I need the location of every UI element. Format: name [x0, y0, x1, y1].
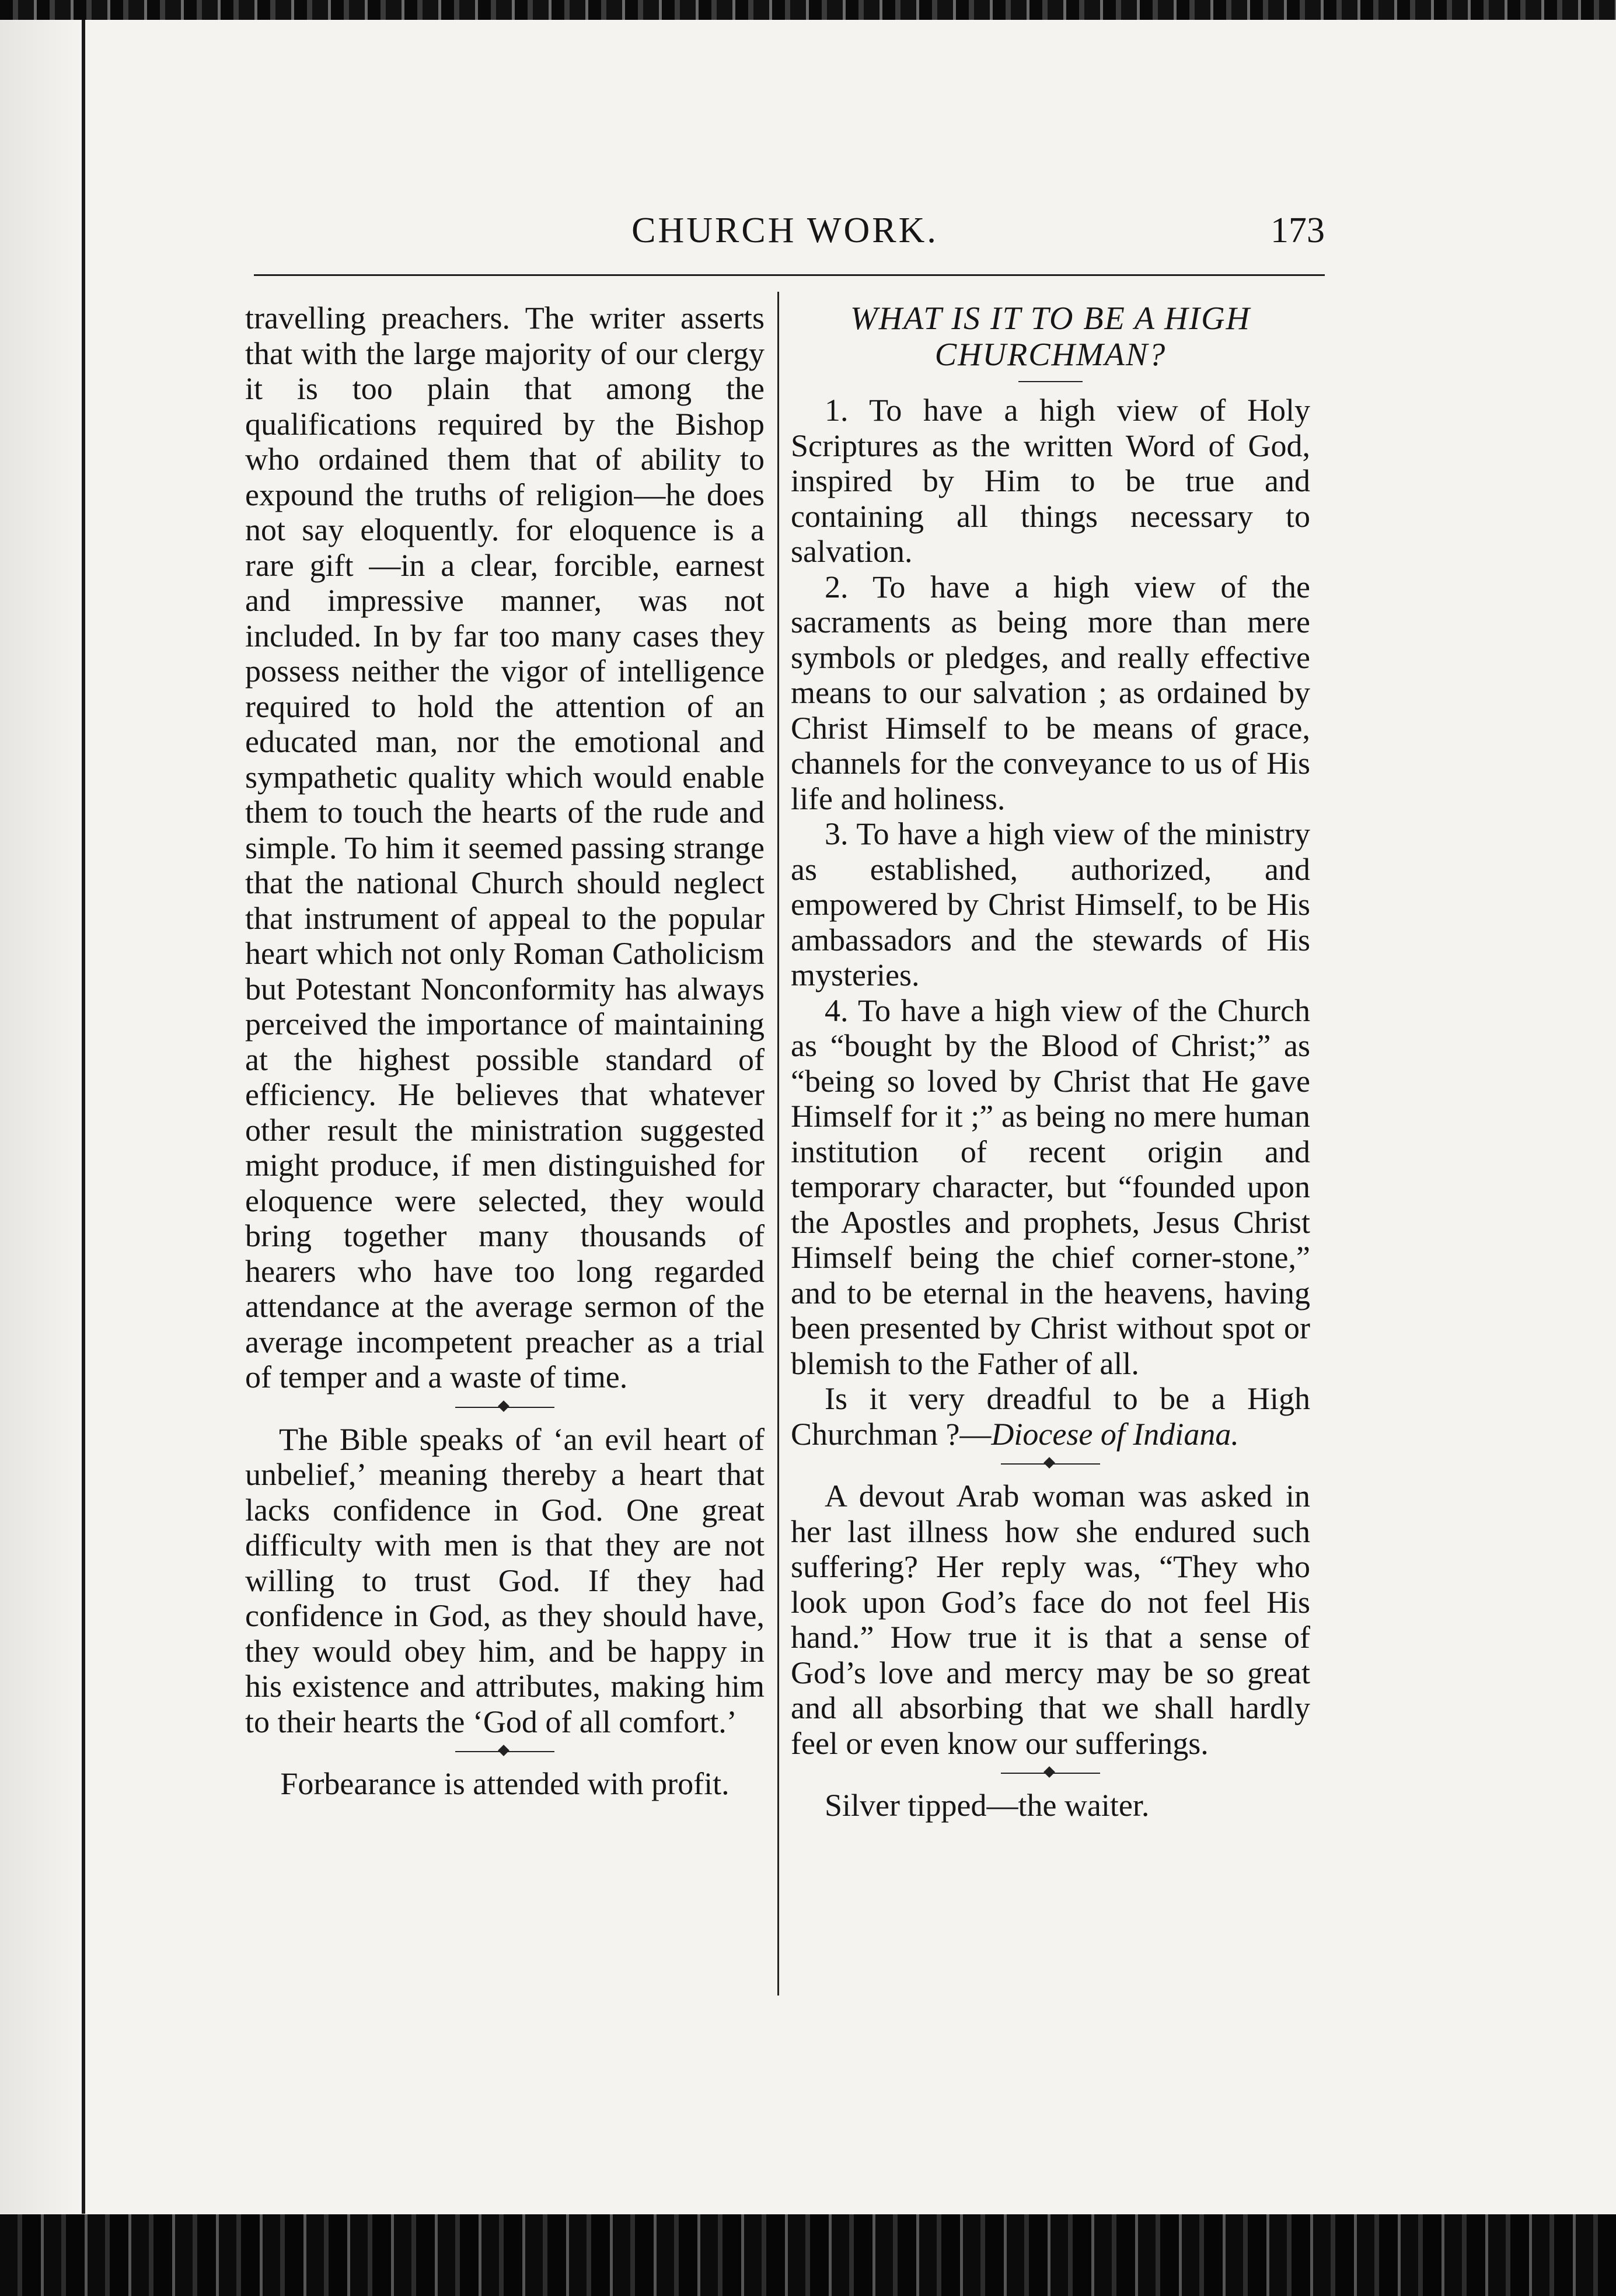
heading-rule — [1018, 381, 1083, 382]
ornament-divider — [455, 1743, 554, 1760]
scan-left-edge — [82, 20, 85, 2214]
left-column — [245, 300, 765, 1802]
scan-bottom-border — [0, 2214, 1616, 2296]
arab-paragraph: A devout Arab woman was asked in her last illness how she endured such suffering? Her reply was, “They who look upon God’s face do not feel His hand.” How true it is that a sense of God’s love and mercy may be so great and all absorbing that we shall hardly feel or even know our sufferings. — [791, 1479, 1310, 1761]
running-title: CHURCH WORK. — [631, 211, 938, 250]
forbearance-line: Forbearance is attended with profit. — [280, 1766, 730, 1801]
list-item-3: 3. To have a high view of the ministry as established, authorized, and empowered by Christ Himself, to be His ambassadors and the stewards of His mysteries. — [791, 816, 1310, 993]
list-item-2: 2. To have a high view of the sacraments as being more than mere symbols or pledges, and really effective means to our salvation ; as ordained by Christ Himself to be means of grace, channels for the conveyance to us of His life and holiness. — [791, 569, 1310, 816]
page — [245, 210, 1325, 2019]
question-text: Is it very dreadful to be a High Churchman ?— — [791, 1381, 1310, 1452]
ornament-divider — [1001, 1455, 1100, 1473]
silver-line: Silver tipped—the waiter. — [825, 1788, 1150, 1823]
preachers-paragraph: travelling preachers. The writer asserts that with the large majority of our clergy it is too plain that among the qualifications required by the Bishop who ordained them that of ability to expound the truths of religion—he does not say eloquently. for eloquence is a rare gift —in a clear, forcible, earnest and impressive manner, was not included. In by far too many cases they possess neither the vigor of intelligence required to hold the attention of an educated man, nor the emotional and sympathetic quality which would enable them to touch the hearts of the rude and simple. To him it seemed passing strange that the national Church should neglect that instrument of appeal to the popular heart which not only Roman Catholicism but Potestant Nonconformity has always perceived the importance of maintaining at the highest possible standard of efficiency. He believes that whatever other result the ministration suggested might produce, if men distinguished for eloquence were selected, they would bring together many thousands of hearers who have too long regarded attendance at the average sermon of the average incompetent preacher as a trial of temper and a waste of time. — [245, 300, 765, 1395]
list-item-1: 1. To have a high view of Holy Scriptures as the written Word of God, inspired by Him to be true and containing all things necessary to salvation. — [791, 393, 1310, 569]
header-rule — [254, 274, 1325, 276]
list-item-4: 4. To have a high view of the Church as “bought by the Blood of Christ;” as “being so loved by Christ that He gave Himself for it ;” as being no mere human institution of recent origin and temporary character, but “founded upon the Apostles and prophets, Jesus Christ Himself being the chief corner-stone,” and to be eternal in the heavens, having been presented by Christ without spot or blemish to the Father of all. — [791, 993, 1310, 1381]
scan-left-shade — [0, 20, 82, 2214]
right-column — [791, 300, 1310, 1823]
question-paragraph — [791, 1381, 1310, 1452]
column-divider — [777, 292, 779, 1996]
running-head — [245, 210, 1325, 274]
heading-line-2: CHURCHMAN? — [934, 337, 1167, 373]
article-heading — [791, 300, 1310, 373]
ornament-divider — [1001, 1764, 1100, 1782]
attribution: Diocese of Indiana. — [991, 1416, 1239, 1452]
bible-paragraph: The Bible speaks of ‘an evil heart of unbelief,’ meaning thereby a heart that lacks confidence in God. One great difficulty with men is that they are not willing to trust God. If they had confidence in God, as they should have, they would obey him, and be happy in his existence and attributes, making him to their hearts the ‘God of all comfort.’ — [245, 1421, 765, 1739]
scan-top-border — [0, 0, 1616, 20]
ornament-divider — [455, 1399, 554, 1416]
heading-line-1: WHAT IS IT TO BE A HIGH — [850, 300, 1251, 337]
page-number: 173 — [1271, 211, 1325, 250]
